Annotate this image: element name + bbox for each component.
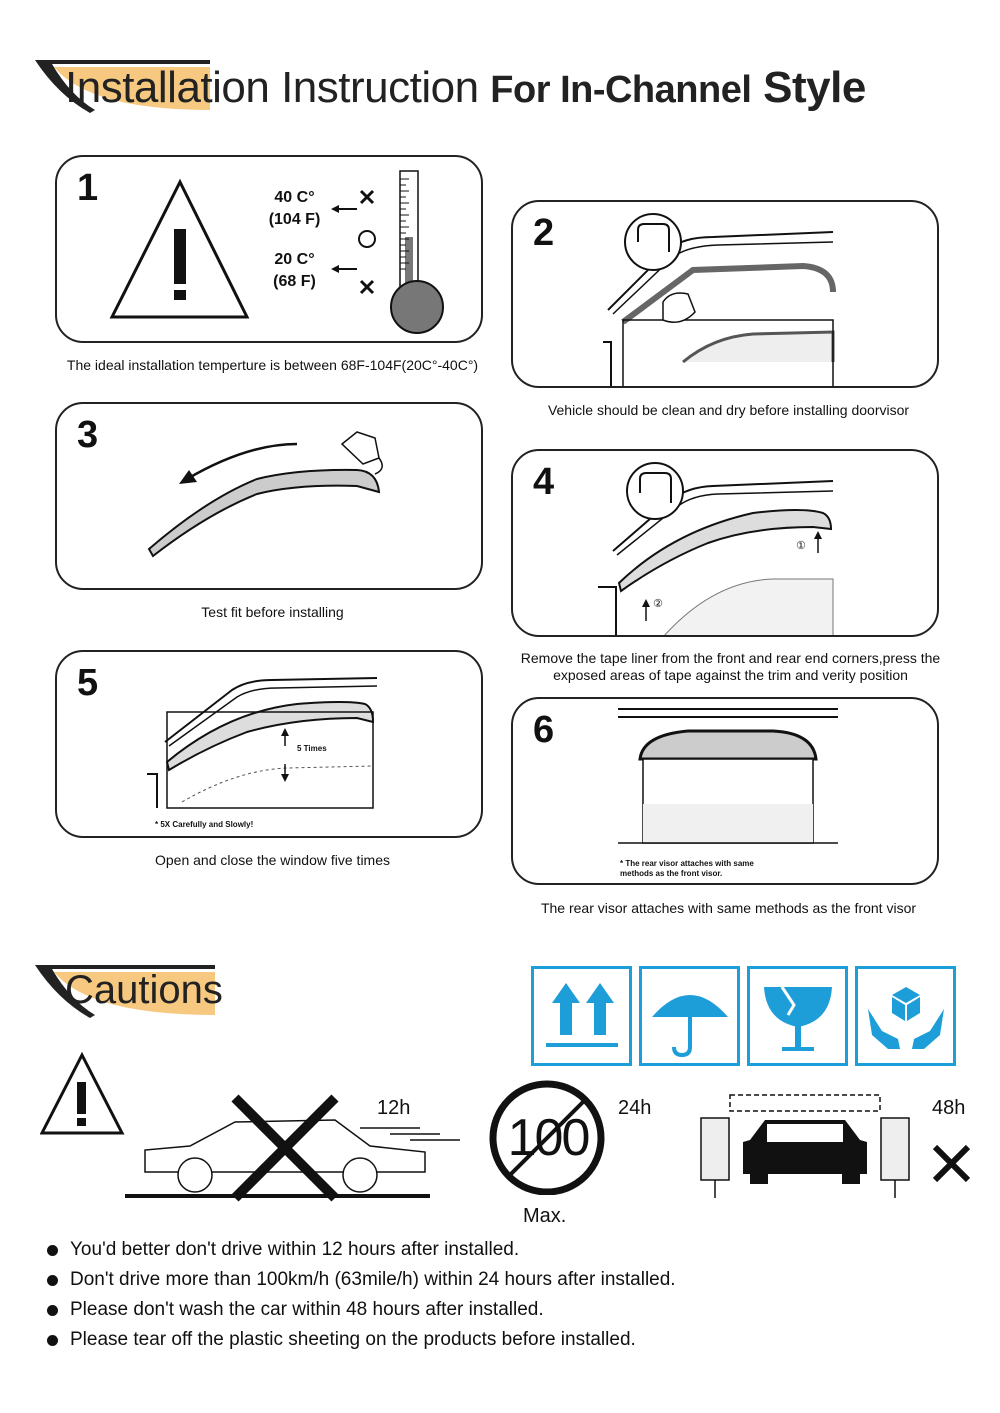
cross-mark-icon: [930, 1142, 975, 1187]
step-6-panel: [511, 697, 939, 885]
step-4-marker-1: ①: [796, 540, 806, 552]
step-number: 6: [533, 709, 555, 751]
temp-high-label: 40 C° (104 F): [268, 189, 321, 228]
cautions-list: [45, 1237, 945, 1357]
warning-triangle-icon: [40, 1050, 130, 1140]
step-6-illustration: [513, 699, 939, 885]
step-2-caption: Vehicle should be clean and dry before installing doorvisor: [547, 402, 910, 418]
times-label: 5 Times: [297, 744, 327, 753]
step-number: 2: [533, 212, 555, 254]
speed-sign-number: 100: [507, 1109, 589, 1167]
page-header: [30, 55, 930, 120]
step-1-panel: [55, 155, 483, 343]
list-item: Don't drive more than 100km/h (63mile/h) within 24 hours after installed.: [45, 1267, 945, 1297]
list-item: Please tear off the plastic sheeting on the products before installed.: [45, 1327, 945, 1357]
handle-with-care-icon: [855, 966, 956, 1066]
label-12h: 12h: [377, 1097, 411, 1119]
step-5-panel: [55, 650, 483, 838]
list-item: You'd better don't drive within 12 hours after installed.: [45, 1237, 945, 1267]
keep-dry-umbrella-icon: [639, 966, 740, 1066]
label-48h: 48h: [932, 1097, 966, 1119]
step-3-caption: Test fit before installing: [201, 604, 344, 620]
step-number: 4: [533, 461, 555, 503]
step-5-illustration: [57, 652, 483, 838]
step-2-panel: [511, 200, 939, 388]
step-3-panel: [55, 402, 483, 590]
step-4-panel: [511, 449, 939, 637]
step-1-caption: The ideal installation temperture is between 68F-104F(20C°-40C°): [66, 357, 479, 373]
step-5-note: * 5X Carefully and Slowly!: [155, 820, 254, 829]
this-way-up-icon: [531, 966, 632, 1066]
step-6-note: * The rear visor attaches with same methods as the front visor.: [620, 859, 754, 878]
page-title: Installation Instruction For In-Channel Style: [65, 63, 866, 112]
list-item: Please don't wash the car within 48 hours after installed.: [45, 1297, 945, 1327]
step-4-illustration: [513, 451, 939, 637]
label-max: Max.: [523, 1205, 567, 1227]
no-car-wash-illustration: [695, 1090, 915, 1205]
step-number: 1: [77, 167, 99, 209]
step-number: 5: [77, 662, 99, 704]
step-6-caption: The rear visor attaches with same methods as the front visor: [540, 900, 917, 916]
label-24h: 24h: [618, 1097, 652, 1119]
step-4-caption: Remove the tape liner from the front and rear end corners,press the exposed areas of tape against the trim and verity position: [520, 650, 941, 683]
cautions-title: Cautions: [65, 968, 223, 1012]
temp-low-label: 20 C° (68 F): [273, 251, 316, 290]
step-2-illustration: [513, 202, 939, 388]
step-4-marker-2: ②: [653, 598, 663, 610]
step-number: 3: [77, 414, 99, 456]
step-5-caption: Open and close the window five times: [154, 852, 390, 868]
step-3-illustration: [57, 404, 483, 590]
fragile-glass-icon: [747, 966, 848, 1066]
